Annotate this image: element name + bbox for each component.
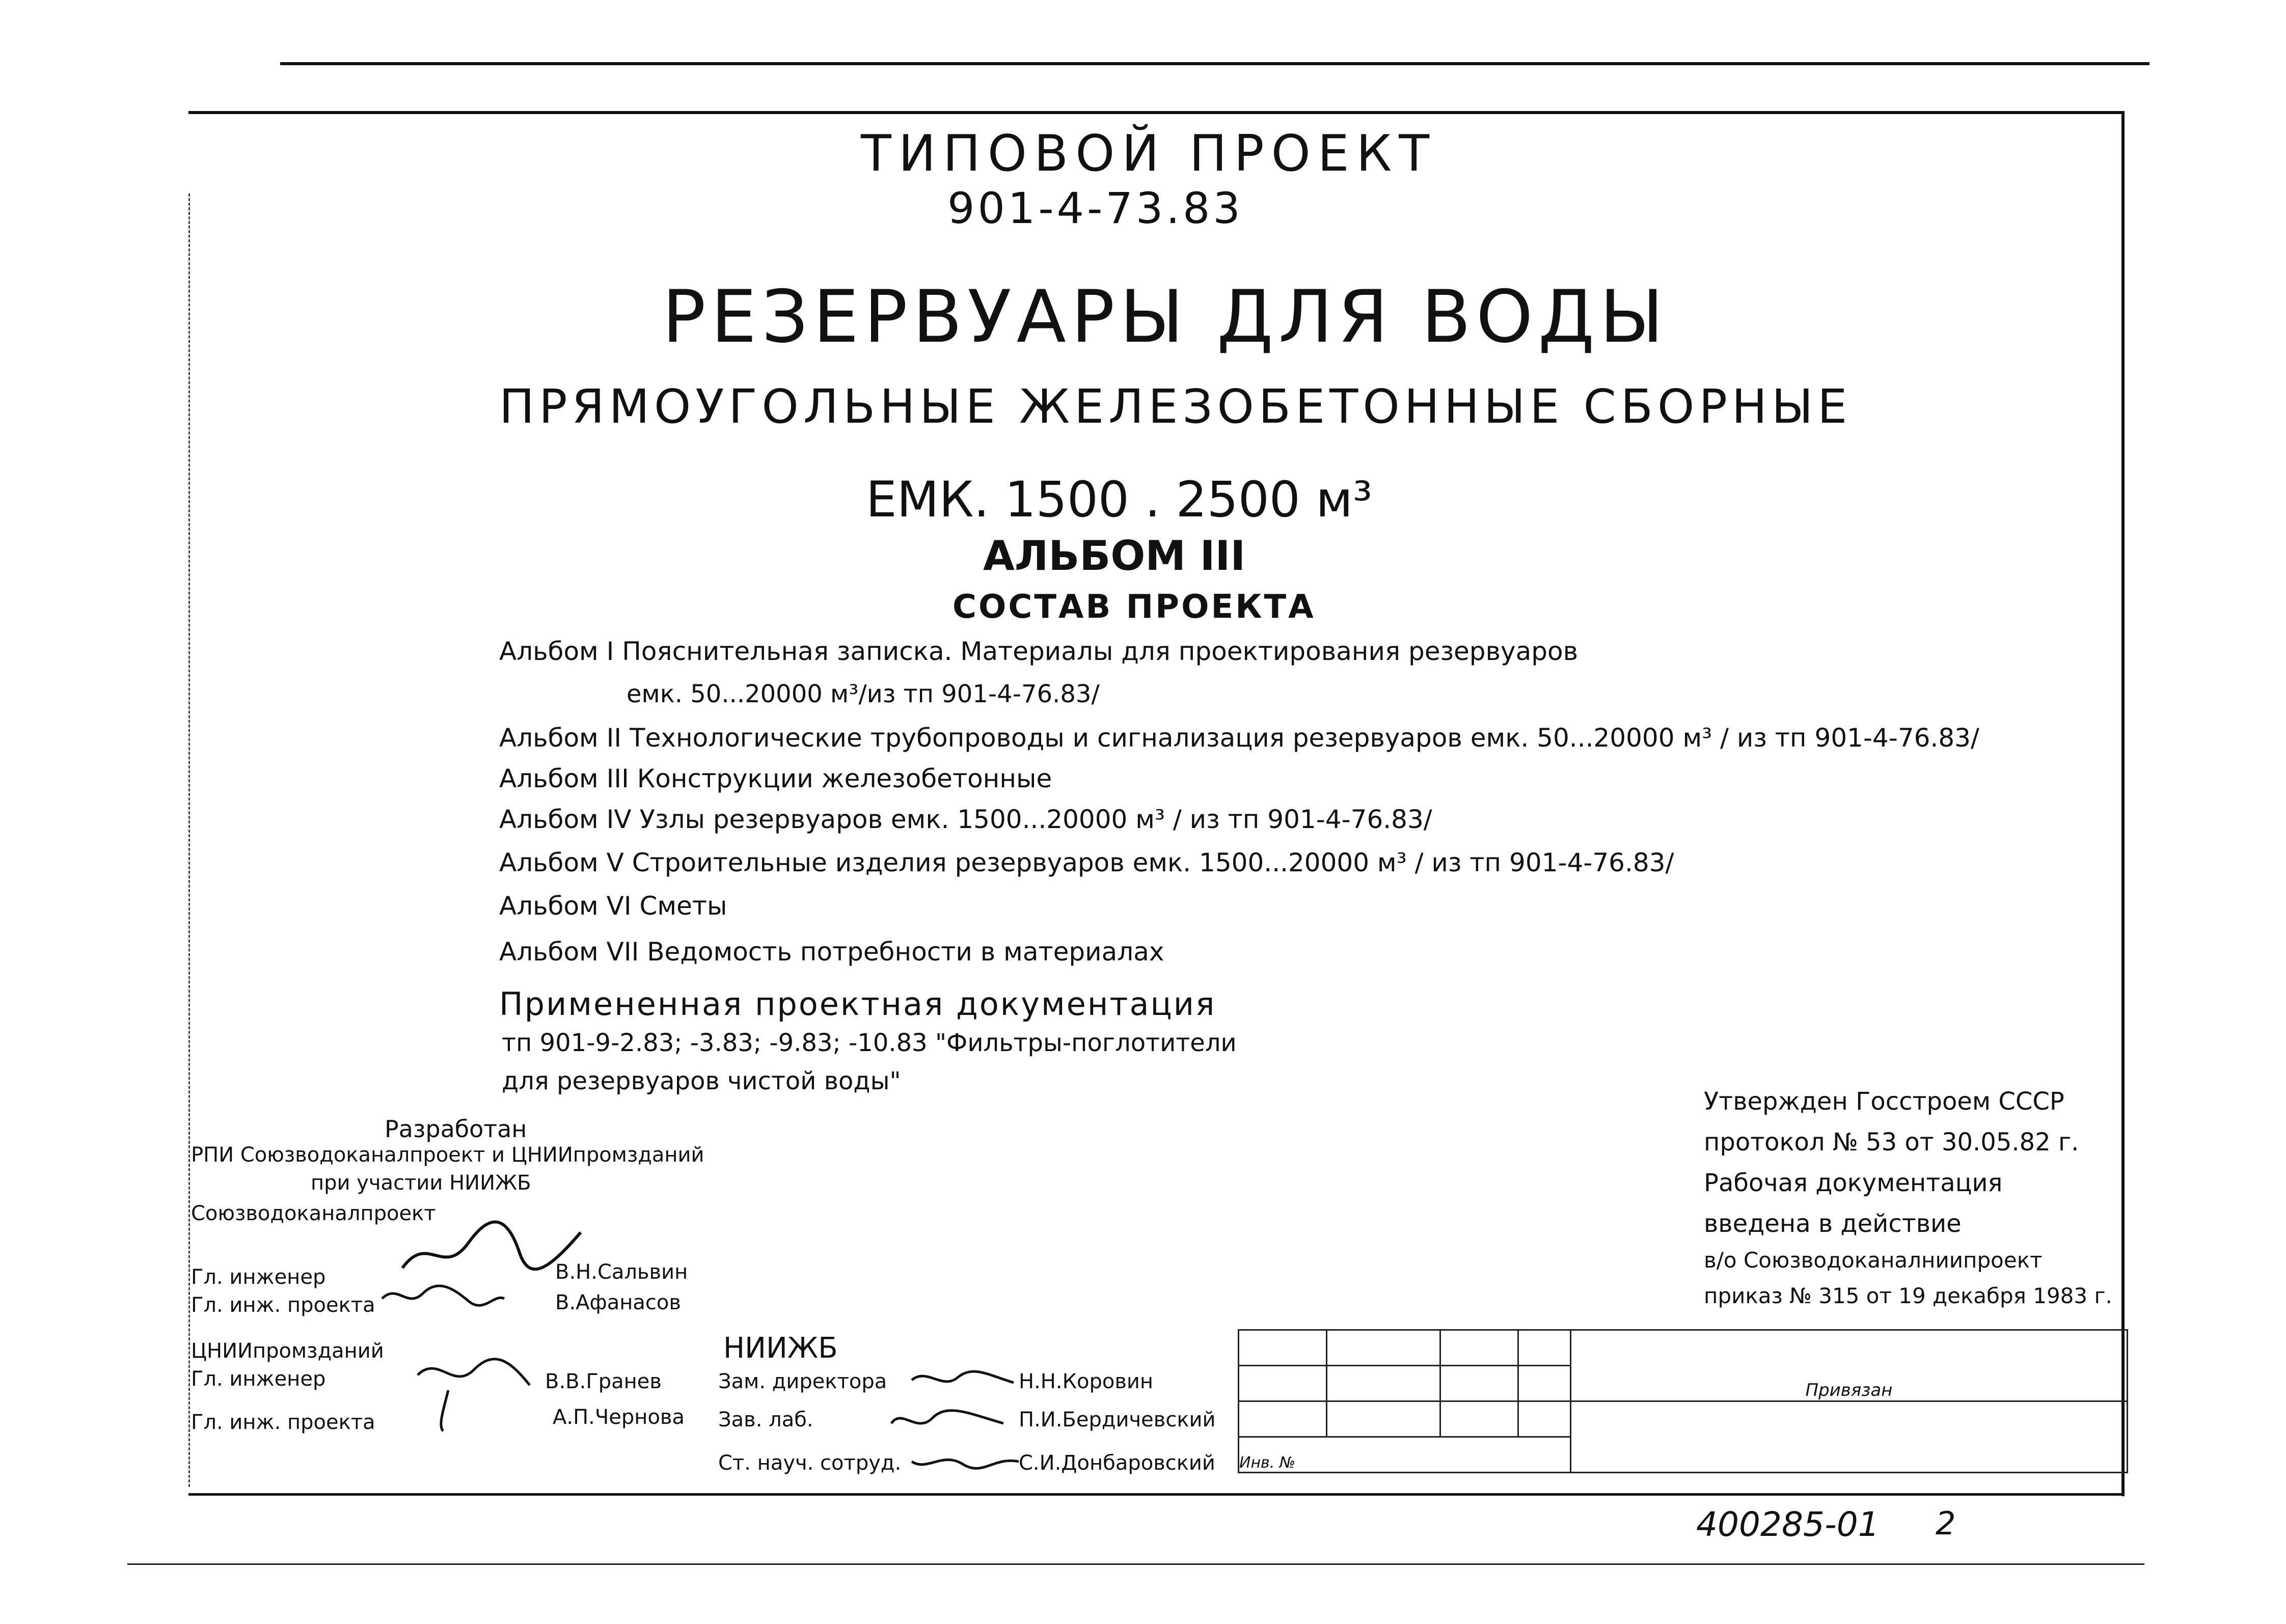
stamp-cell: [1440, 1330, 1518, 1366]
stamp-cell: [1571, 1401, 2128, 1473]
approval-line1: Утвержден Госстроем СССР: [1704, 1087, 2064, 1116]
page-subtitle: ПРЯМОУГОЛЬНЫЕ ЖЕЛЕЗОБЕТОННЫЕ СБОРНЫЕ: [499, 379, 1852, 434]
name-3: В.В.Гранев: [545, 1370, 662, 1393]
approval-line3: Рабочая документация: [1704, 1169, 2003, 1197]
composition-heading: СОСТАВ ПРОЕКТА: [953, 588, 1316, 626]
name-6: П.И.Бердичевский: [1019, 1408, 1216, 1432]
stamp-cell: [1518, 1401, 1571, 1437]
frame-right-line: [2121, 111, 2125, 1496]
signature-6: [907, 1446, 1024, 1477]
role-chief-project-engineer-1: Гл. инж. проекта: [191, 1293, 375, 1317]
stamp-inv-cell: [1239, 1437, 1571, 1473]
album-7-line: Альбом VII Ведомость потребности в материалах: [499, 937, 1164, 967]
developed-line1: РПИ Союзводоканалпроект и ЦНИИпромзданий: [191, 1143, 704, 1167]
album-1-line: Альбом I Пояснительная записка. Материалы для проектирования резервуаров: [499, 637, 1579, 666]
applied-docs-heading: Примененная проектная документация: [499, 985, 1216, 1023]
stamp-inv-label: Инв. №: [1239, 1454, 1296, 1472]
sheet-bottom-line: [127, 1563, 2144, 1565]
role-lab-head: Зав. лаб.: [718, 1408, 813, 1432]
name-5: Н.Н.Коровин: [1019, 1370, 1154, 1393]
developed-heading: Разработан: [385, 1115, 527, 1143]
stamp-cell: [1327, 1366, 1440, 1401]
stamp-tied-cell: [1571, 1330, 2128, 1401]
album-1-line2: емк. 50...20000 м³/из тп 901-4-76.83/: [627, 680, 1100, 708]
role-senior-researcher: Ст. науч. сотруд.: [718, 1451, 902, 1475]
role-deputy-director: Зам. директора: [718, 1370, 887, 1393]
name-7: С.И.Донбаровский: [1019, 1451, 1215, 1475]
stamp-cell: [1440, 1366, 1518, 1401]
project-type: ТИПОВОЙ ПРОЕКТ: [861, 125, 1437, 183]
stamp-cell: [1239, 1330, 1327, 1366]
album-6-line: Альбом VI Сметы: [499, 891, 727, 921]
stamp-cell: [1518, 1330, 1571, 1366]
album-3-line: Альбом III Конструкции железобетонные: [499, 764, 1052, 793]
name-2: В.Афанасов: [555, 1291, 681, 1314]
approval-line4: введена в действие: [1704, 1209, 1962, 1238]
signature-3: [407, 1344, 540, 1436]
role-chief-engineer-1: Гл. инженер: [191, 1265, 326, 1289]
stamp-cell: [1327, 1401, 1440, 1437]
project-number: 901-4-73.83: [947, 183, 1243, 233]
album-2-line: Альбом II Технологические трубопроводы и сигнализация резервуаров емк. 50...20000 м³ / из тп 901-4-76.83/: [499, 723, 1979, 753]
developed-line2: при участии НИИЖБ: [311, 1171, 531, 1195]
stamp-cell: [1327, 1330, 1440, 1366]
approval-line5: в/о Союзводоканалниипроект: [1704, 1248, 2043, 1273]
signature-1: [397, 1212, 591, 1283]
name-4: А.П.Чернова: [553, 1406, 685, 1429]
approval-line2: протокол № 53 от 30.05.82 г.: [1704, 1128, 2079, 1157]
page-title: РЕЗЕРВУАРЫ ДЛЯ ВОДЫ: [662, 275, 1669, 359]
title-block-stamp: [1238, 1329, 2128, 1473]
album-number: АЛЬБОМ III: [983, 532, 1246, 580]
applied-docs-line1: тп 901-9-2.83; -3.83; -9.83; -10.83 "Фильтры-поглотители: [502, 1029, 1237, 1057]
stamp-cell: [1518, 1366, 1571, 1401]
album-4-line: Альбом IV Узлы резервуаров емк. 1500...20000 м³ / из тп 901-4-76.83/: [499, 805, 1432, 834]
role-chief-engineer-2: Гл. инженер: [191, 1367, 326, 1391]
document-code: 400285-01: [1696, 1505, 1880, 1544]
frame-inner-top-line: [188, 111, 2124, 114]
approval-line6: приказ № 315 от 19 декабря 1983 г.: [1704, 1283, 2112, 1308]
stamp-cell: [1239, 1401, 1327, 1437]
album-5-line: Альбом V Строительные изделия резервуаров емк. 1500...20000 м³ / из тп 901-4-76.83/: [499, 848, 1674, 877]
stamp-cell: [1239, 1366, 1327, 1401]
applied-docs-line2: для резервуаров чистой воды": [502, 1067, 901, 1095]
signature-4: [907, 1365, 1019, 1395]
frame-left-line: [188, 194, 190, 1487]
name-1: В.Н.Сальвин: [555, 1260, 688, 1284]
developer-org-1: Союзводоканалпроект: [191, 1202, 436, 1225]
page-number: 2: [1936, 1505, 1956, 1542]
stamp-tied-label: Привязан: [1805, 1380, 1893, 1400]
frame-bottom-line: [188, 1493, 2124, 1496]
role-chief-project-engineer-2: Гл. инж. проекта: [191, 1411, 375, 1434]
developer-org-2: ЦНИИпромзданий: [191, 1339, 384, 1363]
developer-org-3: НИИЖБ: [723, 1332, 838, 1365]
capacity: ЕМК. 1500 . 2500 м³: [866, 471, 1373, 528]
signature-2: [377, 1278, 509, 1314]
stamp-cell: [1440, 1401, 1518, 1437]
frame-top-line: [280, 62, 2149, 65]
signature-5: [886, 1403, 1009, 1439]
